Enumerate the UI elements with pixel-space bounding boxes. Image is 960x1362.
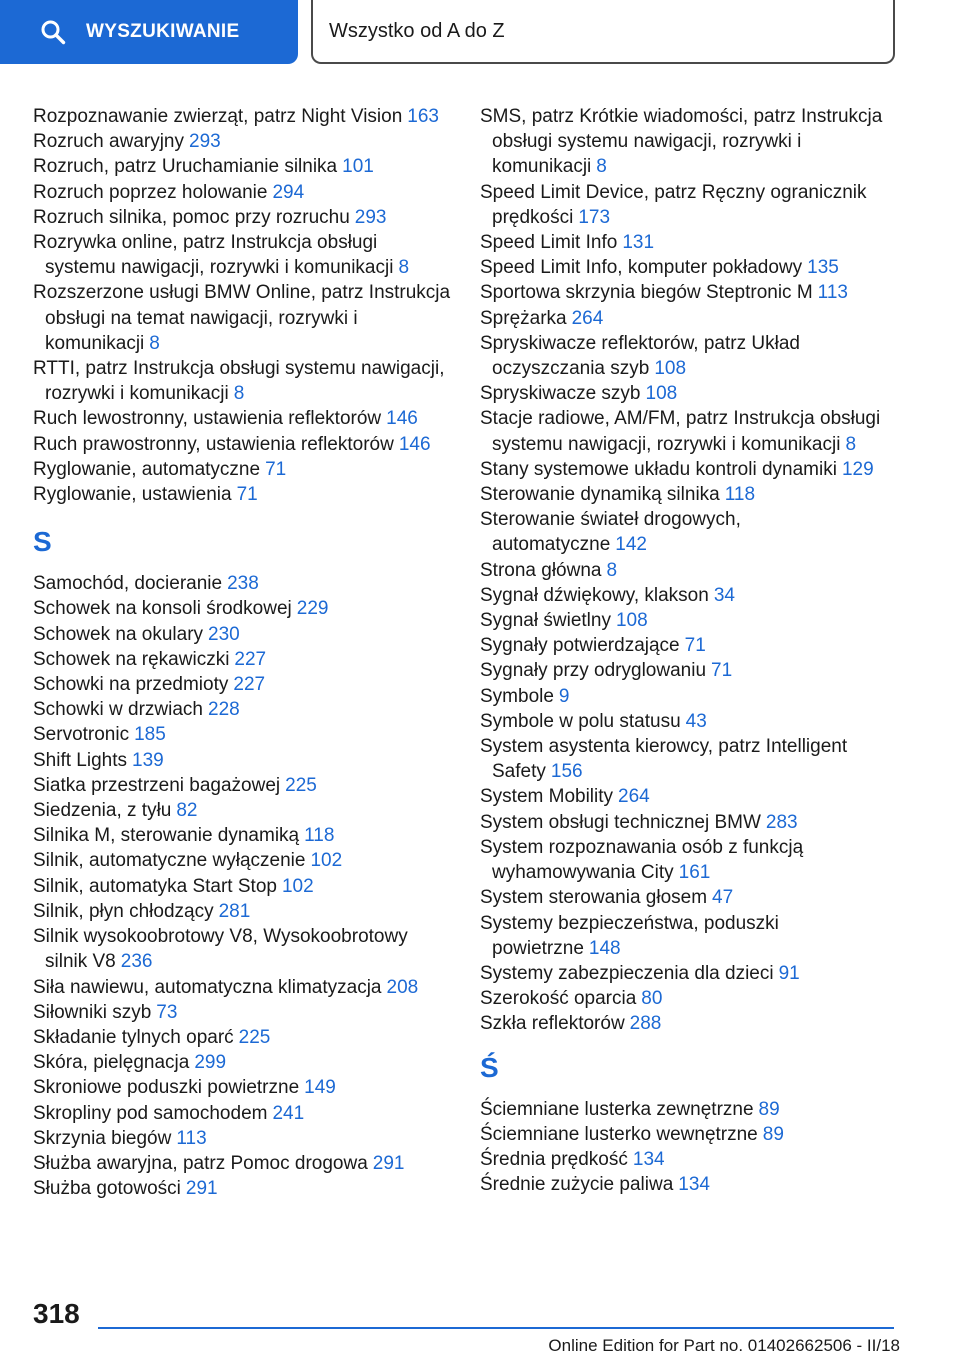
index-entry-text: Schowek na konsoli środkowej (33, 598, 292, 620)
index-entry (33, 647, 453, 672)
page-link[interactable]: 241 (272, 1102, 305, 1124)
index-entry-text: Siła nawiewu, automatyczna klimatyzacja (33, 976, 382, 998)
page-link[interactable]: 82 (176, 800, 198, 822)
index-entry (480, 835, 900, 885)
edition-info: Online Edition for Part no. 01402662506 - II/18 (548, 1336, 900, 1355)
index-entry-text: Sprężarka (480, 307, 567, 329)
page-link[interactable]: 101 (342, 156, 374, 178)
page-link[interactable]: 8 (233, 383, 245, 405)
index-entry (33, 1025, 453, 1050)
page-link[interactable]: 173 (578, 206, 611, 228)
index-entry (33, 622, 453, 647)
page-link[interactable]: 149 (304, 1077, 336, 1099)
page-link[interactable]: 108 (615, 610, 648, 632)
index-entry (480, 734, 900, 784)
page-link[interactable]: 129 (841, 458, 874, 480)
index-entry-text: Rozruch silnika, pomoc przy rozruchu (33, 206, 350, 228)
index-entry (480, 784, 900, 809)
index-entry (33, 1126, 453, 1151)
index-entry (480, 482, 900, 507)
index-entry-text: System rozpoznawania osób z funkcją wyhamowywania City (480, 836, 804, 884)
page-link[interactable]: 288 (629, 1013, 662, 1035)
page-link[interactable]: 108 (645, 383, 678, 405)
index-entry-text: Strona główna (480, 559, 602, 581)
page-link[interactable]: 47 (712, 887, 734, 909)
index-entry (33, 899, 453, 924)
index-entry-text: Rozpoznawanie zwierząt, patrz Night Vision (33, 106, 403, 127)
index-entry-text: Skóra, pielęgnacja (33, 1052, 190, 1074)
index-entry (33, 848, 453, 873)
index-entry-text: Sygnały przy odryglowaniu (480, 660, 707, 682)
page-link[interactable]: 225 (238, 1026, 271, 1048)
index-entry-text: Rozrywka online, patrz Instrukcja obsługi systemu nawigacji, rozrywki i komunikacji (33, 232, 394, 279)
page-link[interactable]: 118 (724, 484, 756, 506)
index-entry (480, 1122, 900, 1147)
page-link[interactable]: 8 (149, 332, 160, 354)
index-entry-text: Speed Limit Info, komputer pokładowy (480, 257, 803, 279)
index-entry-text: Rozszerzone usługi BMW Online, patrz Instrukcja obsługi na temat nawigacji, rozrywki i komunikacji (33, 282, 451, 354)
index-entry-text: Silnik, płyn chłodzący (33, 900, 214, 922)
search-button-label: WYSZUKIWANIE (86, 21, 240, 42)
page-link[interactable]: 208 (386, 976, 419, 998)
index-column-left (33, 104, 453, 1201)
index-entry (480, 230, 900, 255)
az-index-label: Wszystko od A do Z (329, 19, 505, 42)
index-entry (33, 1176, 453, 1201)
page-link[interactable]: 71 (265, 458, 287, 480)
index-entry (33, 1101, 453, 1126)
page-link[interactable]: 294 (272, 181, 305, 203)
index-entry (480, 381, 900, 406)
index-entry-text: Systemy zabezpieczenia dla dzieci (480, 962, 774, 984)
page-link[interactable]: 227 (233, 674, 266, 696)
index-entry (480, 180, 900, 230)
page-link[interactable]: 299 (194, 1052, 227, 1074)
index-entry (33, 697, 453, 722)
page-link[interactable]: 71 (236, 484, 258, 506)
index-entry (480, 658, 900, 683)
index-entry (33, 154, 453, 179)
page-link[interactable]: 227 (234, 648, 267, 670)
index-entry-text: Spryskiwacze reflektorów, patrz Układ oczyszczania szyb (480, 332, 800, 380)
page-link[interactable]: 293 (189, 131, 221, 153)
index-entry (33, 798, 453, 823)
page-link[interactable]: 108 (654, 358, 687, 380)
page-link[interactable]: 89 (758, 1098, 780, 1120)
page-link[interactable]: 102 (310, 850, 343, 872)
page-link[interactable]: 71 (711, 660, 733, 682)
index-entry (33, 1151, 453, 1176)
index-entry (33, 457, 453, 482)
page-link[interactable]: 73 (156, 1001, 178, 1023)
page-link[interactable]: 102 (281, 875, 314, 897)
index-entry-text: Rozruch awaryjny (33, 131, 184, 153)
index-entry-text: Sterowanie świateł drogowych, automatyczne (480, 509, 741, 556)
page-link[interactable]: 291 (372, 1152, 405, 1174)
page-link[interactable]: 264 (618, 786, 650, 808)
index-entry-text: Siłowniki szyb (33, 1001, 152, 1023)
index-entry (480, 810, 900, 835)
index-entry (480, 885, 900, 910)
index-entry-text: Schowek na rękawiczki (33, 648, 230, 670)
page-link[interactable]: 9 (558, 685, 570, 707)
index-entry-text: Ściemniane lusterka zewnętrzne (480, 1098, 754, 1120)
page-link[interactable]: 156 (550, 761, 583, 783)
index-entry (480, 633, 900, 658)
index-entry-text: Ruch prawostronny, ustawienia reflektorów (33, 433, 394, 455)
index-entry-text: Spryskiwacze szyb (480, 383, 641, 405)
index-entry (480, 911, 900, 961)
index-group-s-acute (480, 1097, 900, 1198)
index-entry-text: System asystenta kierowcy, patrz Intelligent Safety (480, 736, 848, 783)
index-entry-text: Stany systemowe układu kontroli dynamiki (480, 458, 837, 480)
index-entry-text: Siedzenia, z tyłu (33, 800, 172, 822)
page-link[interactable]: 238 (227, 573, 259, 595)
index-entry (33, 356, 453, 406)
index-entry (480, 684, 900, 709)
index-entry-text: Schowek na okulary (33, 623, 204, 645)
section-letter-s: S (33, 526, 52, 558)
index-entry-text: Ryglowanie, automatyczne (33, 458, 261, 480)
index-entry (480, 507, 900, 557)
az-index-tab[interactable] (311, 0, 895, 64)
index-entry-text: Sygnał świetlny (480, 610, 611, 632)
index-entry-text: Siatka przestrzeni bagażowej (33, 774, 281, 796)
index-entry-text: Sygnał dźwiękowy, klakson (480, 584, 709, 606)
page-link[interactable]: 8 (845, 433, 857, 455)
index-entry (480, 306, 900, 331)
index-entry (480, 1147, 900, 1172)
page-link[interactable]: 142 (615, 534, 647, 556)
page-link[interactable]: 134 (678, 1174, 710, 1196)
index-entry (33, 773, 453, 798)
index-entry-text: System sterowania głosem (480, 887, 708, 909)
index-entry (33, 975, 453, 1000)
index-entry-text: Sygnały potwierdzające (480, 635, 680, 657)
page-link[interactable]: 146 (386, 408, 418, 430)
page-link[interactable]: 148 (588, 937, 621, 959)
index-entry (33, 432, 453, 457)
page-link[interactable]: 161 (678, 862, 711, 884)
page-link[interactable]: 229 (296, 598, 329, 620)
page-link[interactable]: 80 (641, 988, 663, 1010)
index-entry (33, 406, 453, 431)
index-entry-text: Silnik wysokoobrotowy V8, Wysokoobrotowy silnik V8 (33, 926, 408, 973)
search-button[interactable] (0, 0, 298, 64)
index-entry (33, 823, 453, 848)
footer-divider (98, 1327, 894, 1329)
index-column-right (480, 104, 900, 1197)
index-entry (480, 1097, 900, 1122)
index-entry (33, 129, 453, 154)
index-entry-text: Stacje radiowe, AM/FM, patrz Instrukcja obsługi systemu nawigacji, rozrywki i komunikacji (480, 408, 881, 455)
index-entry (33, 482, 453, 507)
page-link[interactable]: 131 (622, 232, 655, 254)
index-entry (33, 748, 453, 773)
page-link[interactable]: 134 (632, 1148, 665, 1170)
index-entry (480, 1172, 900, 1197)
index-entry-text: System obsługi technicznej BMW (480, 811, 761, 833)
index-entry (33, 230, 453, 280)
index-entry (33, 280, 453, 356)
index-entry (480, 255, 900, 280)
page-link[interactable]: 236 (120, 951, 153, 973)
index-entry (33, 571, 453, 596)
index-entry-text: Średnia prędkość (480, 1148, 628, 1170)
page-link[interactable]: 185 (134, 724, 166, 746)
index-entry-text: Symbole (480, 685, 554, 707)
index-entry-text: Ściemniane lusterko wewnętrzne (480, 1123, 758, 1145)
index-entry (480, 558, 900, 583)
index-entry (480, 457, 900, 482)
index-entry (33, 1075, 453, 1100)
search-icon (40, 19, 66, 45)
index-entry (480, 583, 900, 608)
index-entry-text: Symbole w polu statusu (480, 710, 681, 732)
index-entry-text: Silnika M, sterowanie dynamiką (33, 825, 300, 847)
index-entry (33, 924, 453, 974)
page-link[interactable]: 113 (176, 1127, 207, 1149)
index-entry-text: Speed Limit Info (480, 232, 618, 254)
index-entry-text: Szkła reflektorów (480, 1013, 625, 1035)
index-entry-text: Silnik, automatyczne wyłączenie (33, 850, 306, 872)
index-entry (33, 1050, 453, 1075)
index-entry-text: Systemy bezpieczeństwa, poduszki powietrzne (480, 912, 779, 959)
index-entry-text: Skroniowe poduszki powietrzne (33, 1077, 300, 1099)
page-link[interactable]: 113 (817, 282, 848, 304)
page-link[interactable]: 8 (606, 559, 618, 581)
index-group-s (33, 571, 453, 1201)
index-entry-text: Średnie zużycie paliwa (480, 1174, 674, 1196)
index-entry-text: Składanie tylnych oparć (33, 1026, 234, 1048)
index-entry-text: Silnik, automatyka Start Stop (33, 875, 277, 897)
page-link[interactable]: 139 (132, 749, 164, 771)
page-link[interactable]: 43 (685, 710, 707, 732)
page-link[interactable]: 228 (208, 699, 240, 721)
index-entry (480, 986, 900, 1011)
page-link[interactable]: 135 (807, 257, 839, 279)
page-link[interactable]: 281 (218, 900, 251, 922)
index-entry (480, 280, 900, 305)
page-link[interactable]: 34 (713, 584, 735, 606)
index-group-r (33, 104, 453, 507)
index-entry (33, 205, 453, 230)
index-entry-text: RTTI, patrz Instrukcja obsługi systemu nawigacji, rozrywki i komunikacji (33, 358, 445, 405)
page-link[interactable]: 89 (762, 1123, 784, 1145)
index-entry-text: Rozruch poprzez holowanie (33, 181, 268, 203)
index-group-s-continued (480, 104, 900, 1037)
index-entry (33, 874, 453, 899)
index-entry-text: Służba gotowości (33, 1178, 181, 1200)
index-entry (480, 709, 900, 734)
page-link[interactable]: 163 (407, 106, 439, 127)
index-entry (33, 1000, 453, 1025)
index-entry-text: Ruch lewostronny, ustawienia reflektorów (33, 408, 382, 430)
index-entry-text: Samochód, docieranie (33, 573, 223, 595)
index-entry (480, 104, 900, 180)
page-link[interactable]: 91 (778, 962, 800, 984)
index-entry (33, 104, 453, 129)
index-entry (33, 672, 453, 697)
index-entry-text: Sterowanie dynamiką silnika (480, 484, 720, 506)
index-entry-text: Służba awaryjna, patrz Pomoc drogowa (33, 1152, 368, 1174)
page-link[interactable]: 71 (684, 635, 706, 657)
page-link[interactable]: 264 (571, 307, 604, 329)
index-entry-text: Sportowa skrzynia biegów Steptronic M (480, 282, 813, 304)
index-entry-text: Ryglowanie, ustawienia (33, 484, 232, 506)
index-entry-text: Skrzynia biegów (33, 1127, 172, 1149)
page-link[interactable]: 8 (596, 156, 607, 178)
index-entry (480, 331, 900, 381)
index-entry (33, 596, 453, 621)
index-entry (33, 722, 453, 747)
index-entry (480, 1011, 900, 1036)
page-link[interactable]: 8 (398, 257, 410, 279)
page-link[interactable]: 225 (285, 774, 317, 796)
index-entry (33, 180, 453, 205)
section-letter-s-acute: Ś (480, 1051, 499, 1083)
index-entry-text: Shift Lights (33, 749, 127, 771)
page-link[interactable]: 118 (304, 825, 335, 847)
page-link[interactable]: 291 (185, 1178, 218, 1200)
index-entry (480, 608, 900, 633)
index-entry-text: Servotronic (33, 724, 130, 746)
index-entry (480, 961, 900, 986)
index-entry-text: Schowki w drzwiach (33, 699, 203, 721)
index-entry-text: Schowki na przedmioty (33, 674, 229, 696)
header (0, 0, 960, 66)
index-entry-text: Szerokość oparcia (480, 988, 637, 1010)
index-entry (480, 406, 900, 456)
index-entry-text: Skropliny pod samochodem (33, 1102, 268, 1124)
index-entry-text: SMS, patrz Krótkie wiadomości, patrz Instrukcja obsługi systemu nawigacji, rozrywki i komunikacji (480, 106, 883, 178)
page-number: 318 (33, 1298, 80, 1329)
page-link[interactable]: 230 (208, 623, 240, 645)
index-entry-text: Speed Limit Device, patrz Ręczny ogranicznik prędkości (480, 181, 867, 228)
page-link[interactable]: 293 (354, 206, 387, 228)
index-entry-text: Rozruch, patrz Uruchamianie silnika (33, 156, 338, 178)
index-entry-text: System Mobility (480, 786, 614, 808)
page-link[interactable]: 283 (765, 811, 798, 833)
page-link[interactable]: 146 (398, 433, 431, 455)
